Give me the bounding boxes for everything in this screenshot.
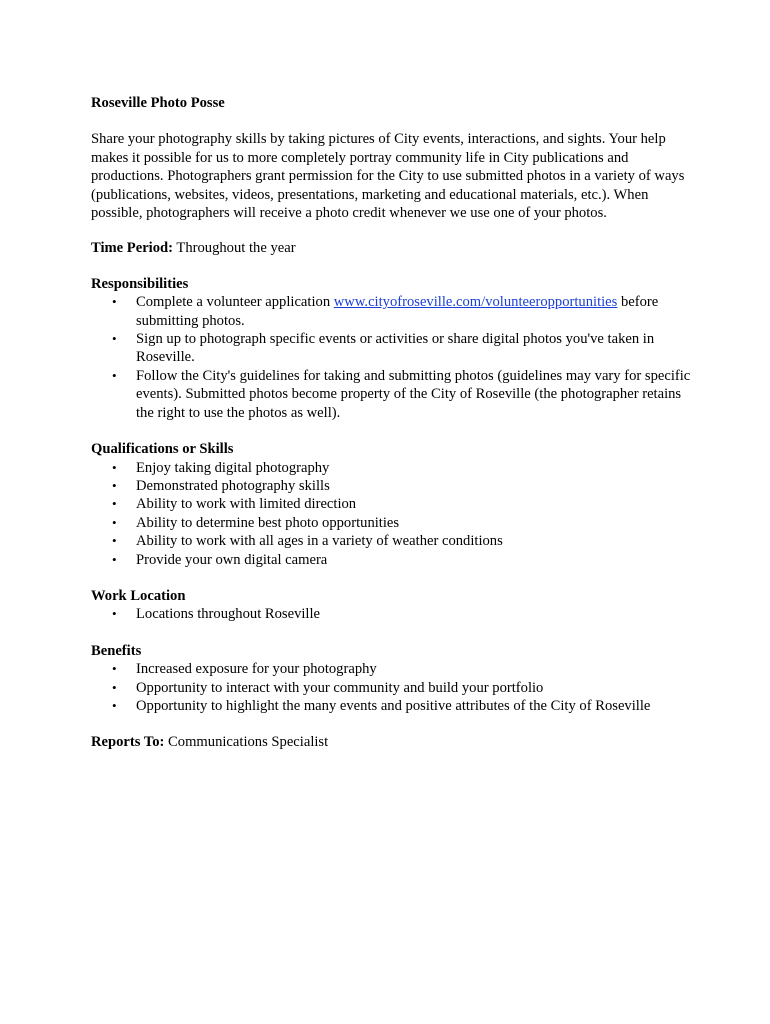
bullet-icon: • — [112, 294, 117, 310]
bullet-icon: • — [112, 551, 117, 567]
benefit-text: Opportunity to interact with your community and build your portfolio — [136, 679, 544, 696]
qualification-text: Demonstrated photography skills — [136, 477, 330, 494]
list-item — [91, 697, 691, 715]
responsibilities-list — [91, 293, 691, 422]
list-item — [91, 495, 691, 513]
list-item — [91, 605, 691, 623]
list-item — [91, 514, 691, 532]
bullet-icon: • — [112, 514, 117, 530]
list-item — [91, 459, 691, 477]
list-item — [91, 532, 691, 550]
intro-paragraph: Share your photography skills by taking pictures of City events, interactions, and sights. Your help makes it possible for us to more completely portray community life in City publications and productions. Photographers grant permission for the City to use submitted photos in a variety of ways (publications, websites, videos, presentations, marketing and educational materials, etc.). When possible, photographers will receive a photo credit whenever we use one of your photos. — [91, 131, 685, 222]
reports-to-field — [91, 733, 691, 751]
work-location-text: Locations throughout Roseville — [136, 606, 321, 623]
responsibilities-section — [91, 275, 691, 422]
responsibility-text: Sign up to photograph specific events or activities or share digital photos you've taken in Roseville. — [136, 331, 655, 366]
qualifications-list — [91, 459, 691, 569]
list-item — [91, 551, 691, 569]
list-item — [91, 679, 691, 697]
list-item — [91, 330, 691, 367]
benefits-heading: Benefits — [91, 642, 142, 659]
reports-to-value: Communications Specialist — [168, 734, 329, 751]
benefit-text: Increased exposure for your photography — [136, 661, 377, 678]
qualifications-heading: Qualifications or Skills — [91, 441, 234, 458]
list-item — [91, 660, 691, 678]
bullet-icon: • — [112, 661, 117, 677]
bullet-icon: • — [112, 606, 117, 622]
qualification-text: Provide your own digital camera — [136, 551, 328, 568]
time-period-label: Time Period: — [91, 240, 174, 257]
work-location-list — [91, 605, 691, 623]
document-title: Roseville Photo Posse — [91, 95, 225, 111]
qualification-text: Ability to work with limited direction — [136, 496, 357, 513]
bullet-icon: • — [112, 697, 117, 713]
list-item — [91, 293, 691, 330]
list-item — [91, 477, 691, 495]
time-period-field — [91, 239, 691, 257]
benefit-text: Opportunity to highlight the many events and positive attributes of the City of Roseville — [136, 697, 651, 714]
work-location-heading: Work Location — [91, 587, 186, 604]
responsibilities-heading: Responsibilities — [91, 275, 189, 292]
responsibility-text: Complete a volunteer application — [136, 294, 334, 311]
bullet-icon: • — [112, 496, 117, 512]
benefits-list — [91, 660, 691, 715]
bullet-icon: • — [112, 477, 117, 493]
bullet-icon: • — [112, 331, 117, 347]
benefits-section — [91, 642, 691, 716]
bullet-icon: • — [112, 367, 117, 383]
document-page — [91, 94, 691, 769]
bullet-icon: • — [112, 533, 117, 549]
qualification-text: Ability to work with all ages in a variety of weather conditions — [136, 533, 503, 550]
qualification-text: Enjoy taking digital photography — [136, 459, 330, 476]
qualification-text: Ability to determine best photo opportunities — [136, 514, 400, 531]
responsibility-text: before submitting photos. — [136, 294, 659, 329]
responsibility-text: Follow the City's guidelines for taking and submitting photos (guidelines may vary for specific events). Submitted photos become property of the City of Roseville (the photographer retains the right to use the photos as well). — [136, 367, 691, 421]
time-period-value: Throughout the year — [176, 240, 296, 257]
volunteer-application-link[interactable]: www.cityofroseville.com/volunteeropportunities — [333, 294, 618, 311]
list-item — [91, 367, 691, 422]
work-location-section — [91, 587, 691, 624]
reports-to-label: Reports To: — [91, 734, 165, 751]
qualifications-section — [91, 440, 691, 569]
bullet-icon: • — [112, 679, 117, 695]
bullet-icon: • — [112, 459, 117, 475]
